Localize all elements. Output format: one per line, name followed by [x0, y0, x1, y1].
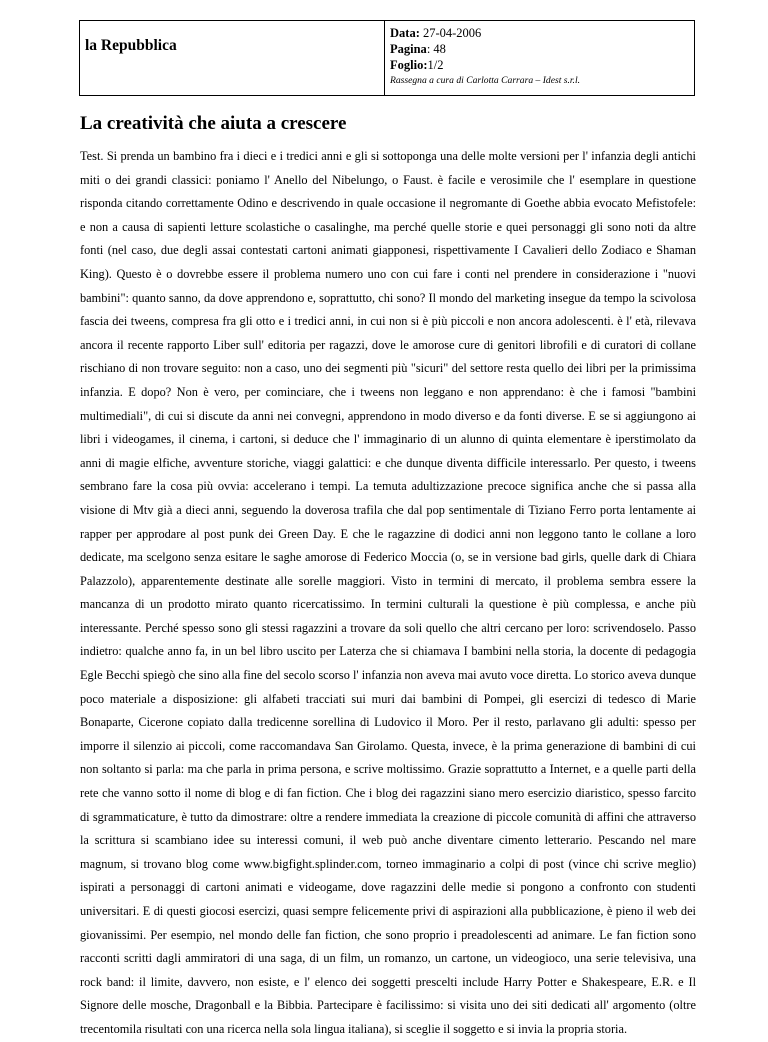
date-label: Data: — [390, 26, 420, 40]
page-value: : 48 — [426, 42, 446, 56]
publication-cell — [80, 21, 385, 96]
article-body: Test. Si prenda un bambino fra i dieci e i tredici anni e gli si sottoponga una delle molte versioni per l' infanzia degli antichi miti o dei grandi classici: poniamo l' Anello del Nibelungo, o Faust. è facile e verosimile che l' esemplare in questione risponda citando correttamente Odino e descrivendo in quale occasione il negromante di Goethe abbia evocato Mefistofele: e non a causa di sapienti letture scolastiche o casalinghe, ma perché quelle storie e quei personaggi gli sono noti da altre fonti (nel caso, due degli assai contestati cartoni animati giapponesi, rispettivamente I Cavalieri dello Zodiaco e Shaman King). Questo è o dovrebbe essere il problema numero uno con cui fare i conti nel prendere in considerazione i "nuovi bambini": quanto sanno, da dove apprendono e, soprattutto, chi sono? Il mondo del marketing insegue da tempo la scivolosa fascia dei tweens, compresa fra gli otto e i tredici anni, in cui non si è più piccoli e non ancora adolescenti. è l' età, rilevava ancora il recente rapporto Liber sull' editoria per ragazzi, dove le amorose cure di genitori librofili e di curatori di collane rischiano di non trovare seguito: non a caso, uno dei segmenti più "sicuri" del settore resta quello dei libri per la primissima infanzia. E dopo? Non è vero, per cominciare, che i tweens non leggano e non apprendano: è che i famosi "bambini multimediali", di cui si discute da anni nei convegni, apprendono in modo diverso e da fonti diverse. E se si aggiungono ai libri i videogames, il cinema, i cartoni, si deduce che l' immaginario di un alunno di quinta elementare è iperstimolato da anni di magie elfiche, avventure storiche, viaggi galattici: e che dunque diventa difficile interessarlo. Per questo, i tweens sembrano fare la cosa più ovvia: accelerano i tempi. La temuta adultizzazione precoce significa anche che si passa alla visione di Mtv già a dieci anni, seguendo la doverosa trafila che dal pop sentimentale di Tiziano Ferro porta lentamente ai rapper per approdare al post punk dei Green Day. E che le ragazzine di dodici anni non leggono tanto le collane a loro dedicate, ma scelgono senza esitare le saghe amorose di Federico Moccia (o, se in versione bad girls, quelle dark di Chiara Palazzolo), apparentemente destinate alle sorelle maggiori. Visto in termini di mercato, il problema sembra essere la mancanza di un prodotto mirato quanto ricercatissimo. In termini culturali la questione è più complessa, e anche più interessante. Perché spesso sono gli stessi ragazzini a trovare da soli quello che altri cercano per loro: scrivendoselo. Passo indietro: qualche anno fa, in un bel libro uscito per Laterza che si chiamava I bambini nella storia, la docente di pedagogia Egle Becchi spiegò che sino alla fine del secolo scorso l' infanzia non aveva mai avuto voce diretta. Lo storico aveva dunque poco materiale a disposizione: gli alfabeti tracciati sui muri dai bambini di Pompei, gli esercizi di tedesco di Marie Bonaparte, Cicerone copiato dalla tredicenne sorellina di Ludovico il Moro. Per il resto, parlavano gli adulti: spesso per imporre il silenzio ai piccoli, come raccomandava San Girolamo. Questa, invece, è la prima generazione di bambini di cui non soltanto si parla: ma che parla in prima persona, e scrive moltissimo. Grazie soprattutto a Internet, e a quelle parti della rete che vanno sotto il nome di blog e di fan fiction. Che i blog dei ragazzini siano mero esercizio diaristico, spesso farcito di sgrammaticature, è tutto da dimostrare: oltre a rendere immediata la creazione di piccole comunità di affini che attraverso la scrittura si scambiano idee su interessi comuni, il web può anche diventare cimento letterario. Pescando nel mare magnum, si trovano blog come www.bigfight.splinder.com, torneo immaginario a colpi di post (vince chi scrive meglio) ispirati a personaggi di cartoni animati e videogame, dove ragazzini delle medie si pongono a confronto con studenti universitari. E di questi giocosi esercizi, quasi sempre felicemente privi di aspirazioni alla pubblicazione, è pieno il web dei giovanissimi. Per esempio, nel mondo delle fan fiction, che sono proprio i preadolescenti ad animare. Le fan fiction sono racconti scritti dagli ammiratori di una saga, di un film, un romanzo, un cartone, un videogioco, una serie televisiva, una rock band: il limite, davvero, non esiste, e l' elenco dei soggetti prescelti include Harry Potter e Shakespeare, E.R. e Il Signore delle mosche, Dragonball e la Bibbia. Partecipare è facilissimo: si visita uno dei siti dedicati all' argomento (oltre trecentomila risultati con una ricerca nella sola lingua italiana), si sceglie il soggetto e si invia la propria storia. — [80, 149, 696, 1036]
sheet-label: Foglio: — [390, 58, 428, 72]
metadata-block — [385, 21, 694, 86]
publication-name: la Repubblica — [85, 37, 177, 54]
page-line — [390, 41, 694, 57]
sheet-value: 1/2 — [427, 58, 444, 72]
sheet-line — [390, 57, 694, 73]
metadata-cell — [385, 21, 695, 96]
date-value: 27-04-2006 — [422, 26, 482, 40]
page-label: Pagina — [390, 42, 427, 56]
date-line — [390, 25, 694, 41]
header-box — [79, 20, 695, 96]
press-review-credit: Rassegna a cura di Carlotta Carrara – Idest s.r.l. — [390, 75, 581, 86]
article-title: La creatività che aiuta a crescere — [80, 113, 347, 134]
